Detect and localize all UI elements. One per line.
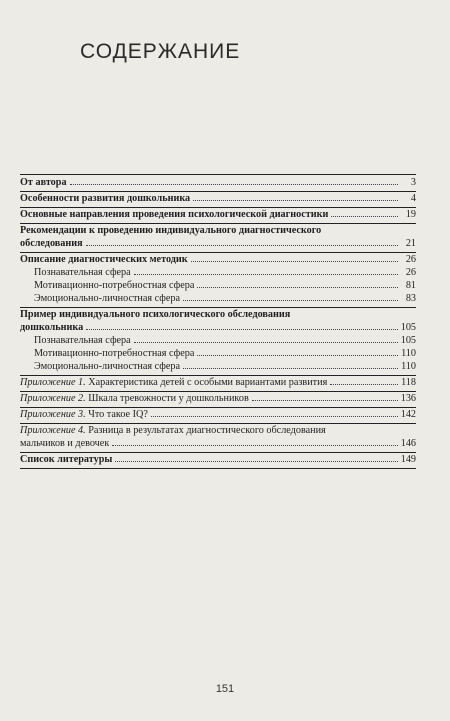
toc-entry-title: Пример индивидуального психологического обследования — [20, 309, 291, 320]
leader-dots — [197, 355, 398, 356]
toc-page-number: 105 — [400, 335, 416, 346]
toc-entry-title: Рекомендации к проведению индивидуального диагностического — [20, 225, 322, 236]
toc-page-number: 81 — [405, 280, 416, 291]
divider — [20, 468, 416, 469]
toc-entry-title: Список литературы — [20, 454, 113, 465]
page-number: 151 — [215, 683, 235, 695]
toc-entry-title: Мотивационно-потребностная сфера — [34, 348, 195, 359]
leader-dots — [197, 287, 398, 288]
toc-page-number: 83 — [405, 293, 416, 304]
toc-entry — [20, 192, 416, 205]
toc-subentry — [20, 334, 416, 347]
toc-subentry — [20, 360, 416, 373]
toc-entry — [20, 392, 416, 405]
toc-entry-title: Особенности развития дошкольника — [20, 193, 191, 204]
toc-page-number: 146 — [400, 438, 416, 449]
toc-page-number: 26 — [405, 267, 416, 278]
toc-entry-title: Описание диагностических методик — [20, 254, 188, 265]
toc-subentry — [20, 266, 416, 279]
leader-dots — [86, 329, 398, 330]
toc-entry-title: Шкала тревожности у дошкольников — [88, 393, 249, 404]
appendix-label: Приложение 2. — [20, 393, 86, 404]
toc-entry — [20, 308, 416, 334]
toc-entry-title-cont: мальчиков и девочек — [20, 438, 110, 449]
toc-entry-title: Что такое IQ? — [88, 409, 148, 420]
toc-page-number: 26 — [405, 254, 416, 265]
table-of-contents — [20, 172, 416, 469]
toc-entry-title: От автора — [20, 177, 67, 188]
leader-dots — [112, 445, 398, 446]
leader-dots — [115, 461, 398, 462]
appendix-label: Приложение 3. — [20, 409, 86, 420]
leader-dots — [70, 184, 398, 185]
toc-page-number: 4 — [410, 193, 416, 204]
toc-page-number: 19 — [405, 209, 416, 220]
toc-subentry — [20, 292, 416, 305]
toc-entry — [20, 224, 416, 250]
toc-entry — [20, 176, 416, 189]
leader-dots — [193, 200, 398, 201]
leader-dots — [183, 368, 398, 369]
toc-entry — [20, 376, 416, 389]
leader-dots — [252, 400, 398, 401]
appendix-label: Приложение 1. — [20, 377, 86, 388]
leader-dots — [86, 245, 398, 246]
toc-entry — [20, 453, 416, 466]
toc-page-number: 110 — [401, 348, 416, 359]
leader-dots — [330, 384, 398, 385]
appendix-label: Приложение 4. — [20, 425, 86, 436]
toc-subentry — [20, 347, 416, 360]
toc-page-number: 21 — [405, 238, 416, 249]
toc-entry-title-cont: дошкольника — [20, 322, 84, 333]
toc-entry-title: Познавательная сфера — [34, 267, 131, 278]
toc-entry-title: Эмоционально-личностная сфера — [34, 361, 181, 372]
toc-entry-title: Характеристика детей с особыми вариантами развития — [88, 377, 328, 388]
leader-dots — [134, 274, 398, 275]
toc-entry — [20, 424, 416, 450]
toc-page-number: 142 — [400, 409, 416, 420]
leader-dots — [151, 416, 398, 417]
leader-dots — [134, 342, 398, 343]
toc-entry-title: Мотивационно-потребностная сфера — [34, 280, 195, 291]
toc-page-number: 136 — [400, 393, 416, 404]
divider — [20, 174, 416, 175]
leader-dots — [183, 300, 398, 301]
toc-entry-title-cont: обследования — [20, 238, 83, 249]
toc-entry — [20, 408, 416, 421]
toc-entry-title: Разница в результатах диагностического обследования — [88, 425, 326, 436]
toc-page-number: 105 — [400, 322, 416, 333]
toc-entry-title: Эмоционально-личностная сфера — [34, 293, 181, 304]
leader-dots — [331, 216, 398, 217]
toc-entry — [20, 253, 416, 266]
toc-page-number: 149 — [400, 454, 416, 465]
toc-page-number: 110 — [401, 361, 416, 372]
toc-entry — [20, 208, 416, 221]
toc-entry-title: Основные направления проведения психологической диагностики — [20, 209, 329, 220]
toc-page-number: 3 — [410, 177, 416, 188]
toc-entry-title: Познавательная сфера — [34, 335, 131, 346]
toc-page-number: 118 — [401, 377, 416, 388]
leader-dots — [191, 261, 398, 262]
toc-subentry — [20, 279, 416, 292]
page-title: СОДЕРЖАНИЕ — [80, 40, 241, 63]
